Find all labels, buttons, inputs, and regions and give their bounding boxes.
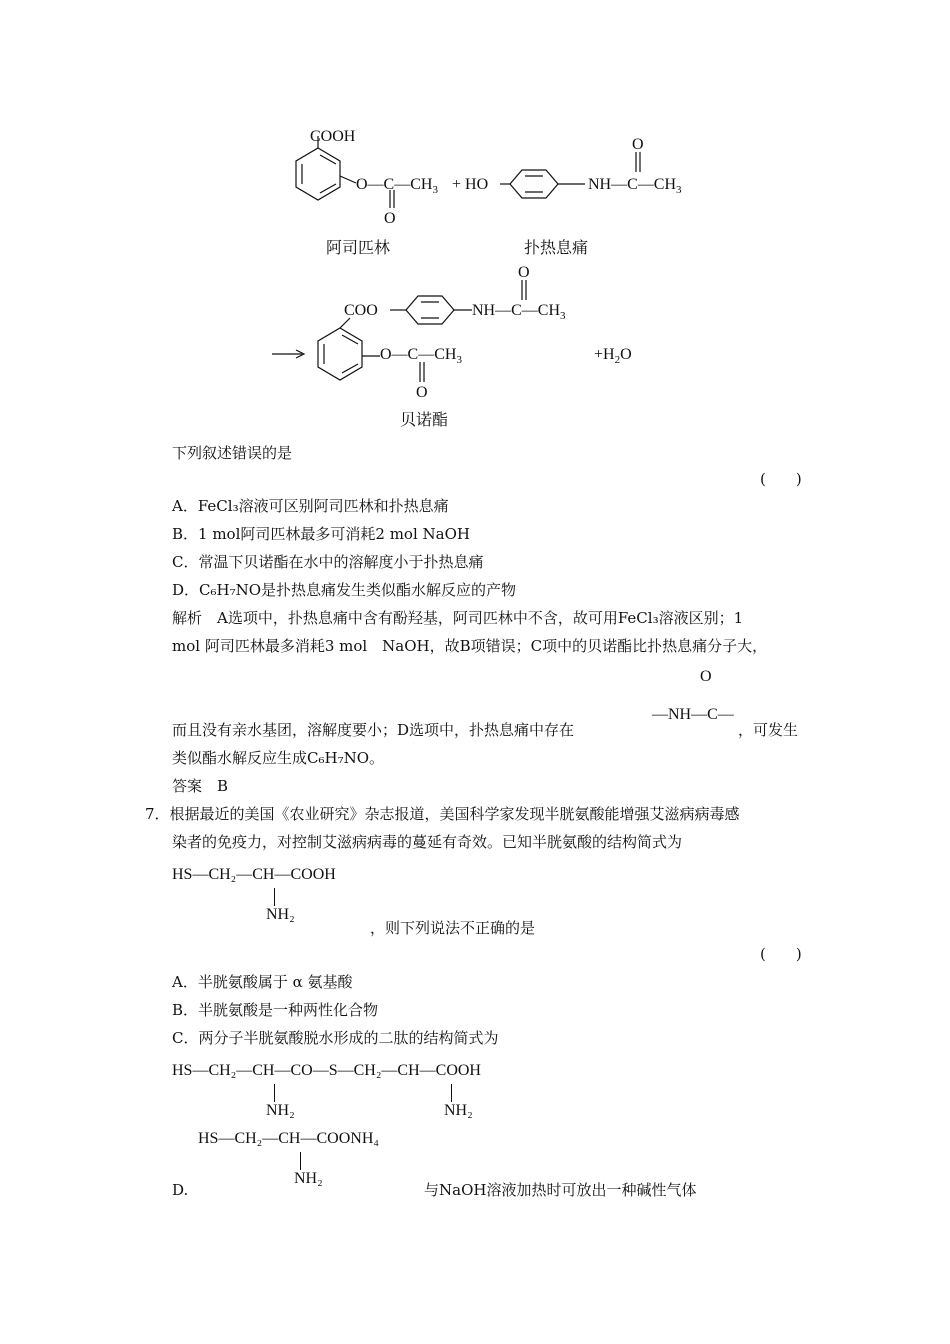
q7-option-c: C．两分子半胱氨酸脱水形成的二肽的结构简式为 — [172, 1029, 499, 1047]
aspirin-name: 阿司匹林 — [326, 238, 391, 257]
amide-fragment: —NH—C— — [652, 706, 734, 723]
q6-stem: 下列叙述错误的是 — [172, 444, 293, 462]
o-acetyl-label-2: $O—C—CH_3$ — [380, 346, 462, 367]
o-acetyl-label-1: $O—C—CH_3$ — [356, 176, 438, 197]
reaction-scheme — [0, 0, 950, 440]
amide-carbonyl-o: O — [700, 668, 712, 685]
carbonyl-o-2: O — [632, 136, 644, 153]
paracetamol-name: 扑热息痛 — [524, 238, 589, 257]
q7-answer-paren: ( ) — [760, 945, 802, 963]
benorilate-name: 贝诺酯 — [400, 410, 449, 429]
q6-analysis-line-4: 类似酯水解反应生成C₆H₇NO。 — [172, 749, 385, 767]
cooh-label: COOH — [310, 128, 356, 145]
dipeptide-bond-2 — [451, 1084, 452, 1102]
q6-option-d: D．C₆H₇NO是扑热息痛发生类似酯水解反应的产物 — [172, 581, 517, 599]
coo-label: COO — [344, 302, 378, 319]
q6-answer-paren: ( ) — [760, 470, 802, 488]
q7-option-d-label: D. — [172, 1181, 189, 1199]
benorilate-ring-2 — [406, 296, 454, 324]
cysteine-bond — [274, 888, 275, 906]
ammonium-salt-formula: HS—CH₂—CH—COONH₄ — [198, 1130, 379, 1147]
q6-analysis-line-1: 解析 A选项中，扑热息痛中含有酚羟基，阿司匹林中不含，故可用FeCl₃溶液区别；1 — [172, 609, 744, 627]
q6-analysis-line-2: mol 阿司匹林最多消耗3 mol NaOH，故B项错误；C项中的贝诺酯比扑热息痛分子大， — [172, 637, 768, 655]
paracetamol-ring — [510, 170, 558, 198]
q6-analysis-line-3b: ，可发生 — [738, 721, 799, 739]
dipeptide-nh2-2: NH₂ — [444, 1102, 473, 1119]
carbonyl-o-4: O — [416, 384, 428, 401]
q6-option-a: A．FeCl₃溶液可区别阿司匹林和扑热息痛 — [172, 497, 449, 515]
dipeptide-nh2-1: NH₂ — [266, 1102, 295, 1119]
carbonyl-o-1: O — [384, 210, 396, 227]
cysteine-nh2: NH₂ — [266, 906, 295, 923]
q6-option-c: C．常温下贝诺酯在水中的溶解度小于扑热息痛 — [172, 553, 484, 571]
ammonium-salt-bond — [300, 1152, 301, 1170]
plus-ho-label: + HO — [452, 176, 489, 193]
plus-water-label: $+H_2O$ — [594, 346, 632, 367]
dipeptide-bond-1 — [274, 1084, 275, 1102]
carbonyl-o-3: O — [518, 264, 530, 281]
cysteine-formula: HS—CH₂—CH—COOH — [172, 866, 336, 883]
q7-option-d-text: 与NaOH溶液加热时可放出一种碱性气体 — [424, 1181, 697, 1199]
q7-stem-line-1: 7．根据最近的美国《农业研究》杂志报道，美国科学家发现半胱氨酸能增强艾滋病病毒感 — [145, 805, 740, 823]
q6-option-b: B．1 mol阿司匹林最多可消耗2 mol NaOH — [172, 525, 470, 543]
q6-analysis-line-3a: 而且没有亲水基团，溶解度要小；D选项中，扑热息痛中存在 — [172, 721, 575, 739]
q7-stem-line-2: 染者的免疫力，对控制艾滋病病毒的蔓延有奇效。已知半胱氨酸的结构简式为 — [172, 833, 683, 851]
nh-acetyl-label-2: $NH—C—CH_3$ — [472, 302, 566, 323]
nh-acetyl-label-1: $NH—C—CH_3$ — [588, 176, 682, 197]
q6-answer: 答案 B — [172, 777, 229, 795]
dipeptide-formula: HS—CH₂—CH—CO—S—CH₂—CH—COOH — [172, 1062, 481, 1079]
q7-stem-line-3: ，则下列说法不正确的是 — [370, 919, 536, 937]
q7-option-a: A．半胱氨酸属于 α 氨基酸 — [172, 973, 353, 991]
ammonium-salt-nh2: NH₂ — [294, 1170, 323, 1187]
q7-option-b: B．半胱氨酸是一种两性化合物 — [172, 1001, 379, 1019]
